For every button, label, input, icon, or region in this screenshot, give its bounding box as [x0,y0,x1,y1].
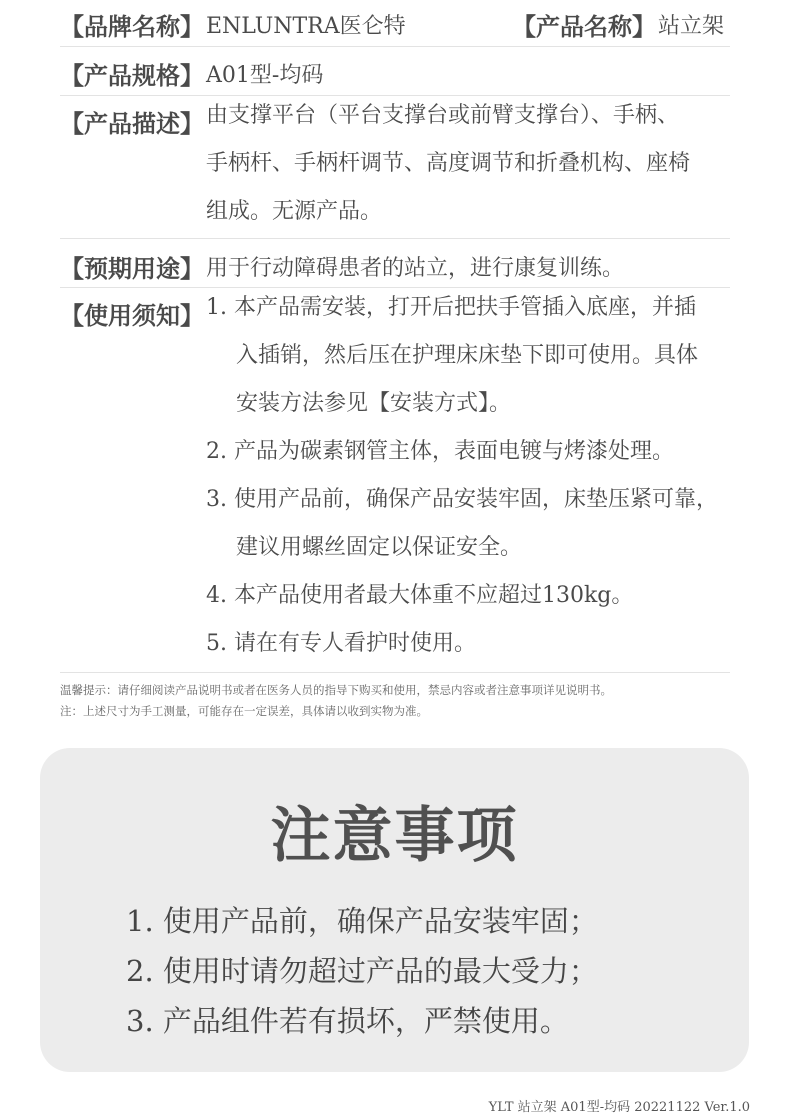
instruction-line: 建议用螺丝固定以保证安全。 [236,535,523,560]
brand-label: 【品牌名称】 [60,12,204,41]
caution-item: 1. 使用产品前，确保产品安装牢固； [126,904,598,938]
intended-use-label: 【预期用途】 [60,254,204,283]
instruction-line: 安装方法参见【安装方式】。 [236,391,512,416]
instruction-line: 2. 产品为碳素钢管主体，表面电镀与烤漆处理。 [206,439,674,464]
spec-row-intended-use [60,239,730,288]
footer-version: YLT 站立架 A01型-均码 20221122 Ver.1.0 [488,1100,750,1115]
description-line: 手柄杆、手柄杆调节、高度调节和折叠机构、座椅 [206,151,691,176]
description-text [206,92,690,236]
instructions-list [206,284,718,668]
instruction-line: 4. 本产品使用者最大体重不应超过130kg。 [206,583,634,608]
description-line: 由支撑平台（平台支撑台或前臂支撑台）、手柄、 [206,103,680,128]
spec-row-model [60,47,730,96]
instruction-line: 入插销，然后压在护理床床垫下即可使用。具体 [236,343,699,368]
caution-card [40,748,749,1072]
spec-row-instructions [60,288,730,673]
caution-list [126,896,598,1046]
product-name-label: 【产品名称】 [512,12,656,41]
instruction-line: 3. 使用产品前，确保产品安装牢固，床垫压紧可靠， [206,487,718,512]
product-name-value: 站立架 [658,14,725,39]
measurement-note: 注：上述尺寸为手工测量，可能存在一定误差，具体请以收到实物为准。 [60,704,428,718]
description-line: 组成。无源产品。 [206,199,383,224]
intended-use-value: 用于行动障碍患者的站立，进行康复训练。 [206,256,625,281]
spec-row-description [60,96,730,239]
description-label: 【产品描述】 [60,109,204,138]
caution-title: 注意事项 [270,801,519,871]
notes-block [60,680,612,722]
reminder-note: 温馨提示：请仔细阅读产品说明书或者在医务人员的指导下购买和使用，禁忌内容或者注意事项详见说明书。 [60,683,612,697]
model-label: 【产品规格】 [60,61,204,90]
model-value: A01型-均码 [206,63,324,88]
spec-row-brand [60,0,730,47]
instruction-line: 5. 请在有专人看护时使用。 [206,631,476,656]
instructions-label: 【使用须知】 [60,301,204,330]
instruction-line: 1. 本产品需安装，打开后把扶手管插入底座，并插 [206,295,696,320]
product-spec-table [60,0,730,673]
caution-item: 3. 产品组件若有损坏，严禁使用。 [126,1004,569,1038]
brand-value: ENLUNTRA医仑特 [206,14,406,39]
caution-item: 2. 使用时请勿超过产品的最大受力； [126,954,598,988]
